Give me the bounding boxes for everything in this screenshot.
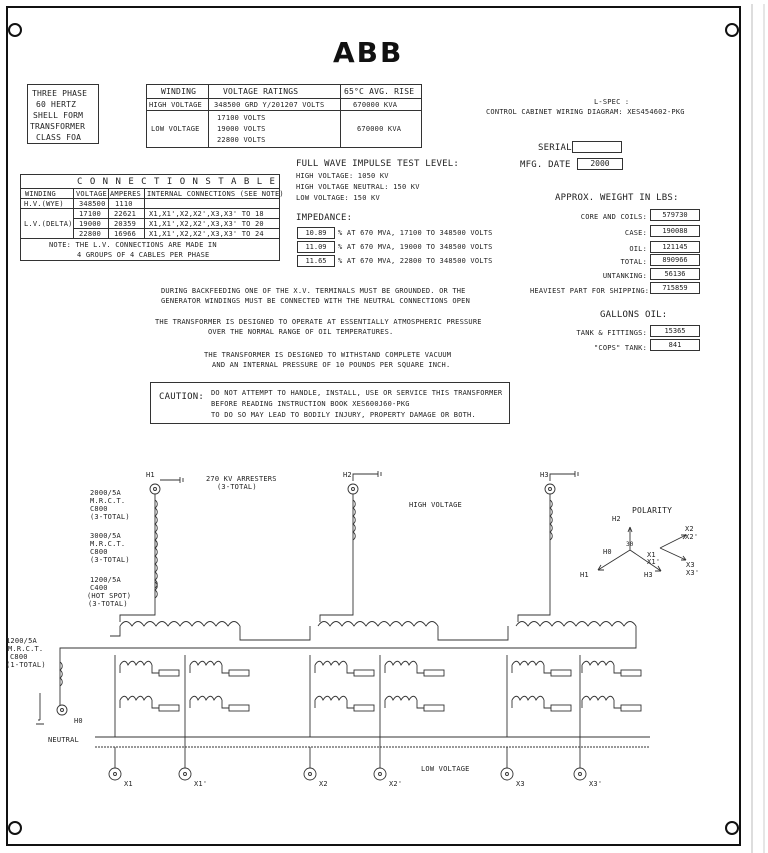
ct-label: (3-TOTAL)	[90, 556, 130, 564]
weight-value: 190088	[650, 225, 700, 237]
ct-label: C800	[10, 653, 28, 661]
weight-label: OIL:	[629, 245, 647, 253]
conn-cell: H.V.(WYE)	[24, 200, 64, 208]
conn-cell: 22800	[79, 230, 102, 238]
gallons-label: "COPS" TANK:	[594, 344, 647, 352]
terminal-label: X1'	[194, 780, 208, 788]
lspec-label: L-SPEC :	[594, 98, 630, 106]
weight-value: 121145	[650, 241, 700, 253]
mfg-date-label: MFG. DATE	[520, 160, 571, 170]
rating-line: TRANSFORMER	[30, 122, 86, 131]
polarity-label: X1'	[647, 558, 661, 566]
impulse-line: HIGH VOLTAGE: 1050 KV	[296, 172, 389, 180]
lv-winding-coil	[190, 661, 222, 665]
ct-label: (3-TOTAL)	[88, 600, 128, 608]
lv-winding-coil	[385, 661, 417, 665]
rating-line: 60 HERTZ	[36, 100, 77, 109]
lv-terminal-block	[424, 705, 444, 711]
atmospheric-note: OVER THE NORMAL RANGE OF OIL TEMPERATURES.	[208, 328, 394, 336]
bushing-x1-icon	[109, 768, 121, 780]
polarity-label: X1	[647, 551, 656, 559]
vacuum-note: AND AN INTERNAL PRESSURE OF 10 POUNDS PER SQUARE INCH.	[212, 361, 451, 369]
polarity-label: 30	[626, 541, 634, 548]
conn-header: VOLTAGE	[76, 190, 107, 198]
hv-voltage: 348500 GRD Y/201207 VOLTS	[214, 101, 325, 109]
conn-note: 4 GROUPS OF 4 CABLES PER PHASE	[77, 251, 210, 259]
lv-rating: 670000 KVA	[357, 125, 402, 133]
ct-label: C800	[90, 505, 108, 513]
lv-winding-coil	[120, 696, 152, 700]
bushing-h3-icon	[545, 484, 555, 494]
terminal-label: H2	[343, 471, 352, 479]
impulse-title: FULL WAVE IMPULSE TEST LEVEL:	[296, 159, 459, 169]
impedance-value: 10.89	[297, 227, 335, 239]
ct-label: (HOT SPOT)	[87, 592, 132, 600]
lv-terminal-block	[551, 670, 571, 676]
ct-label: 3000/5A	[90, 532, 121, 540]
lv-terminal-block	[621, 705, 641, 711]
polarity-label: H3	[644, 571, 653, 579]
gallons-label: TANK & FITTINGS:	[576, 329, 647, 337]
terminal-label: X3	[516, 780, 525, 788]
lv-winding-coil	[582, 661, 614, 665]
bushing-x3-icon	[501, 768, 513, 780]
ct-label: M.R.C.T.	[90, 497, 126, 505]
bushing-x3p-icon	[574, 768, 586, 780]
polarity-label: X3'	[686, 569, 700, 577]
terminal-label: H3	[540, 471, 549, 479]
serial-label: SERIAL	[538, 143, 572, 153]
ct-label: M.R.C.T.	[90, 540, 126, 548]
polarity-label: X2	[685, 525, 694, 533]
polarity-title: POLARITY	[632, 506, 673, 515]
caution-text: TO DO SO MAY LEAD TO BODILY INJURY, PROPERTY DAMAGE OR BOTH.	[211, 411, 476, 419]
impedance-value: 11.65	[297, 255, 335, 267]
rating-line: CLASS FOA	[36, 133, 82, 142]
conn-cell: 16966	[114, 230, 137, 238]
weight-label: UNTANKING:	[602, 272, 647, 280]
gallons-title: GALLONS OIL:	[600, 310, 668, 320]
bushing-h1-icon	[150, 484, 160, 494]
bushing-h2-icon	[348, 484, 358, 494]
header-winding: WINDING	[161, 87, 197, 96]
terminal-label: X3'	[589, 780, 603, 788]
conn-cell: X1,X1',X2,X2',X3,X3' TO 24	[149, 230, 264, 238]
weight-label: CASE:	[624, 229, 647, 237]
lv-terminal-block	[621, 670, 641, 676]
caution-text: BEFORE READING INSTRUCTION BOOK XES600J60-PKG	[211, 400, 410, 408]
polarity-lv-vectors	[660, 535, 686, 560]
header-avg-rise: 65°C AVG. RISE	[344, 87, 415, 96]
lv-winding-coil	[582, 696, 614, 700]
rating-line: SHELL FORM	[33, 111, 84, 120]
polarity-label: H0	[603, 548, 612, 556]
lv-winding-coil	[315, 661, 347, 665]
impulse-line: HIGH VOLTAGE NEUTRAL: 150 KV	[296, 183, 420, 191]
impedance-text: % AT 670 MVA, 17100 TO 348500 VOLTS	[338, 229, 493, 237]
vacuum-note: THE TRANSFORMER IS DESIGNED TO WITHSTAND COMPLETE VACUUM	[204, 351, 452, 359]
abb-logo: ABB	[333, 36, 404, 69]
wiring-diagram-ref: CONTROL CABINET WIRING DIAGRAM: XES454602-PKG	[486, 108, 685, 116]
bushing-x2p-icon	[374, 768, 386, 780]
gallons-value: 841	[650, 339, 700, 351]
weights-title: APPROX. WEIGHT IN LBS:	[555, 193, 679, 203]
lv-voltage: 19000 VOLTS	[217, 125, 266, 133]
conn-cell: 19000	[79, 220, 102, 228]
ct-label: 1200/5A	[90, 576, 121, 584]
caution-label: CAUTION:	[159, 392, 204, 402]
lv-winding-coil	[315, 696, 347, 700]
lv-winding-coil	[120, 661, 152, 665]
weight-value: 715859	[650, 282, 700, 294]
terminal-label: X2	[319, 780, 328, 788]
header-voltage-ratings: VOLTAGE RATINGS	[223, 87, 299, 96]
bushing-h0-icon	[57, 705, 67, 715]
lv-voltage: 22800 VOLTS	[217, 136, 266, 144]
conn-cell: 1110	[115, 200, 133, 208]
conn-cell: 20359	[114, 220, 137, 228]
atmospheric-note: THE TRANSFORMER IS DESIGNED TO OPERATE AT ESSENTIALLY ATMOSPHERIC PRESSURE	[155, 318, 482, 326]
lv-terminal-block	[229, 705, 249, 711]
impedance-text: % AT 670 MVA, 22800 TO 348500 VOLTS	[338, 257, 493, 265]
lv-terminal-block	[354, 670, 374, 676]
ct-label: (3-TOTAL)	[90, 513, 130, 521]
terminal-label: X1	[124, 780, 133, 788]
bushing-x2-icon	[304, 768, 316, 780]
ct-label: C800	[90, 548, 108, 556]
conn-cell: 22621	[114, 210, 137, 218]
polarity-label: X2'	[685, 533, 699, 541]
impedance-value: 11.09	[297, 241, 335, 253]
conn-header: AMPERES	[110, 190, 141, 198]
conn-note: NOTE: THE L.V. CONNECTIONS ARE MADE IN	[49, 241, 217, 249]
lv-terminal-block	[424, 670, 444, 676]
terminal-label: H0	[74, 717, 83, 725]
conn-cell: 17100	[79, 210, 102, 218]
caution-text: DO NOT ATTEMPT TO HANDLE, INSTALL, USE OR SERVICE THIS TRANSFORMER	[211, 389, 503, 397]
arrester-label: (3-TOTAL)	[217, 483, 257, 491]
weight-value: 890966	[650, 254, 700, 266]
terminal-label: X2'	[389, 780, 403, 788]
lv-winding-coil	[190, 696, 222, 700]
hv-rating: 670000 KVA	[353, 101, 398, 109]
rating-line: THREE PHASE	[32, 89, 88, 98]
ct-label: 2000/5A	[90, 489, 121, 497]
polarity-label: X3	[686, 561, 695, 569]
lv-terminal-block	[159, 705, 179, 711]
lv-terminal-block	[159, 670, 179, 676]
conn-cell: X1,X1',X2,X2',X3,X3' TO 20	[149, 220, 264, 228]
ct-label: M.R.C.T.	[8, 645, 44, 653]
lv-label: LOW VOLTAGE	[151, 125, 200, 133]
hv-label: HIGH VOLTAGE	[149, 101, 202, 109]
conn-header: INTERNAL CONNECTIONS (SEE NOTE)	[147, 190, 284, 198]
lv-voltage: 17100 VOLTS	[217, 114, 266, 122]
conn-header: WINDING	[25, 190, 56, 198]
lv-winding-coil	[512, 661, 544, 665]
ct-label: 1200/5A	[6, 637, 37, 645]
lv-terminal-block	[354, 705, 374, 711]
high-voltage-label: HIGH VOLTAGE	[409, 501, 462, 509]
backfeed-note: GENERATOR WINDINGS MUST BE CONNECTED WITH THE NEUTRAL CONNECTIONS OPEN	[161, 297, 471, 305]
polarity-label: H2	[612, 515, 621, 523]
lv-winding-coil	[512, 696, 544, 700]
weight-value: 579730	[650, 209, 700, 221]
weight-label: CORE AND COILS:	[580, 213, 647, 221]
backfeed-note: DURING BACKFEEDING ONE OF THE X.V. TERMINALS MUST BE GROUNDED. OR THE	[161, 287, 466, 295]
impedance-title: IMPEDANCE:	[296, 213, 353, 223]
lv-terminal-block	[229, 670, 249, 676]
terminal-label: H1	[146, 471, 155, 479]
ct-label: C400	[90, 584, 108, 592]
weight-value: 56136	[650, 268, 700, 280]
arrester-label: 270 KV ARRESTERS	[206, 475, 277, 483]
connections-title: C O N N E C T I O N S T A B L E	[77, 177, 276, 187]
impulse-line: LOW VOLTAGE: 150 KV	[296, 194, 380, 202]
neutral-label: NEUTRAL	[48, 736, 79, 744]
impedance-text: % AT 670 MVA, 19000 TO 348500 VOLTS	[338, 243, 493, 251]
weight-label: HEAVIEST PART FOR SHIPPING:	[530, 287, 650, 295]
conn-cell: L.V.(DELTA)	[24, 220, 73, 228]
lv-winding-coil	[385, 696, 417, 700]
mfg-date-field: 2000	[577, 158, 623, 170]
gallons-value: 15365	[650, 325, 700, 337]
conn-cell: X1,X1',X2,X2',X3,X3' TO 18	[149, 210, 264, 218]
polarity-label: H1	[580, 571, 589, 579]
ct-label: (1-TOTAL)	[6, 661, 46, 669]
lv-terminal-block	[551, 705, 571, 711]
bushing-x1p-icon	[179, 768, 191, 780]
conn-cell: 348500	[79, 200, 106, 208]
weight-label: TOTAL:	[620, 258, 647, 266]
low-voltage-label: LOW VOLTAGE	[421, 765, 470, 773]
